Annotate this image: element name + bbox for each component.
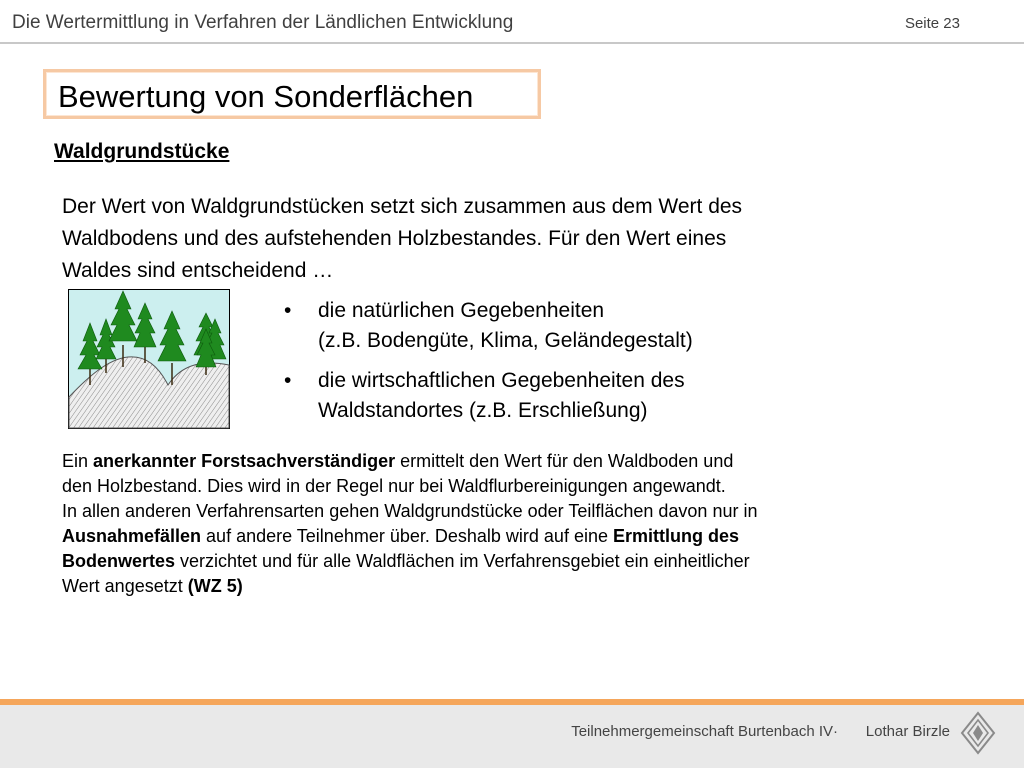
body-line: den Holzbestand. Dies wird in der Regel nur bei Waldflurbereinigungen angewandt. bbox=[62, 476, 726, 496]
body-line: In allen anderen Verfahrensarten gehen Waldgrundstücke oder Teilflächen davon nur in bbox=[62, 501, 758, 521]
intro-line: Waldbodens und des aufstehenden Holzbestandes. Für den Wert eines bbox=[62, 227, 727, 250]
slide-title: Bewertung von Sonderflächen bbox=[58, 79, 474, 114]
emphasis: Ausnahmefällen bbox=[62, 526, 202, 546]
list-item-line: die wirtschaftlichen Gegebenheiten des bbox=[318, 369, 685, 392]
footer-organization: Teilnehmergemeinschaft Burtenbach IV· bbox=[571, 723, 838, 740]
intro-line: Der Wert von Waldgrundstücken setzt sich zusammen aus dem Wert des bbox=[62, 195, 743, 218]
emphasis: Ermittlung des bbox=[612, 526, 739, 546]
footer bbox=[0, 705, 1024, 768]
presentation-title: Die Wertermittlung in Verfahren der Ländlichen Entwicklung bbox=[12, 12, 514, 33]
body-line: Ausnahmefällen auf andere Teilnehmer über. Deshalb wird auf eine Ermittlung des bbox=[62, 526, 739, 546]
header-divider bbox=[0, 42, 1024, 44]
list-item bbox=[284, 366, 844, 426]
list-item bbox=[284, 296, 844, 356]
body-paragraph bbox=[62, 449, 962, 599]
emphasis: Bodenwertes bbox=[62, 551, 176, 571]
footer-author: Lothar Birzle bbox=[865, 723, 950, 740]
body-line: Bodenwertes verzichtet und für alle Waldflächen im Verfahrensgebiet ein einheitlicher bbox=[62, 551, 750, 571]
factor-list bbox=[284, 296, 844, 436]
body-line: Wert angesetzt (WZ 5) bbox=[62, 576, 243, 596]
list-item-line: die natürlichen Gegebenheiten bbox=[318, 299, 605, 322]
intro-paragraph bbox=[62, 191, 932, 287]
body-line: Ein anerkannter Forstsachverständiger ermittelt den Wert für den Waldboden und bbox=[62, 451, 734, 471]
forest-illustration bbox=[68, 289, 230, 429]
list-item-line: (z.B. Bodengüte, Klima, Geländegestalt) bbox=[318, 329, 693, 352]
emphasis: anerkannter Forstsachverständiger bbox=[93, 451, 396, 471]
emphasis: (WZ 5) bbox=[187, 576, 243, 596]
section-subheading: Waldgrundstücke bbox=[54, 140, 230, 163]
bullet-point: • bbox=[284, 299, 292, 322]
page-number: Seite 23 bbox=[904, 15, 960, 32]
emblem-logo-icon bbox=[960, 711, 996, 755]
intro-line: Waldes sind entscheidend … bbox=[62, 259, 334, 282]
bullet-point: • bbox=[284, 369, 292, 392]
list-item-line: Waldstandortes (z.B. Erschließung) bbox=[318, 399, 648, 422]
slide-title-box bbox=[43, 69, 541, 119]
